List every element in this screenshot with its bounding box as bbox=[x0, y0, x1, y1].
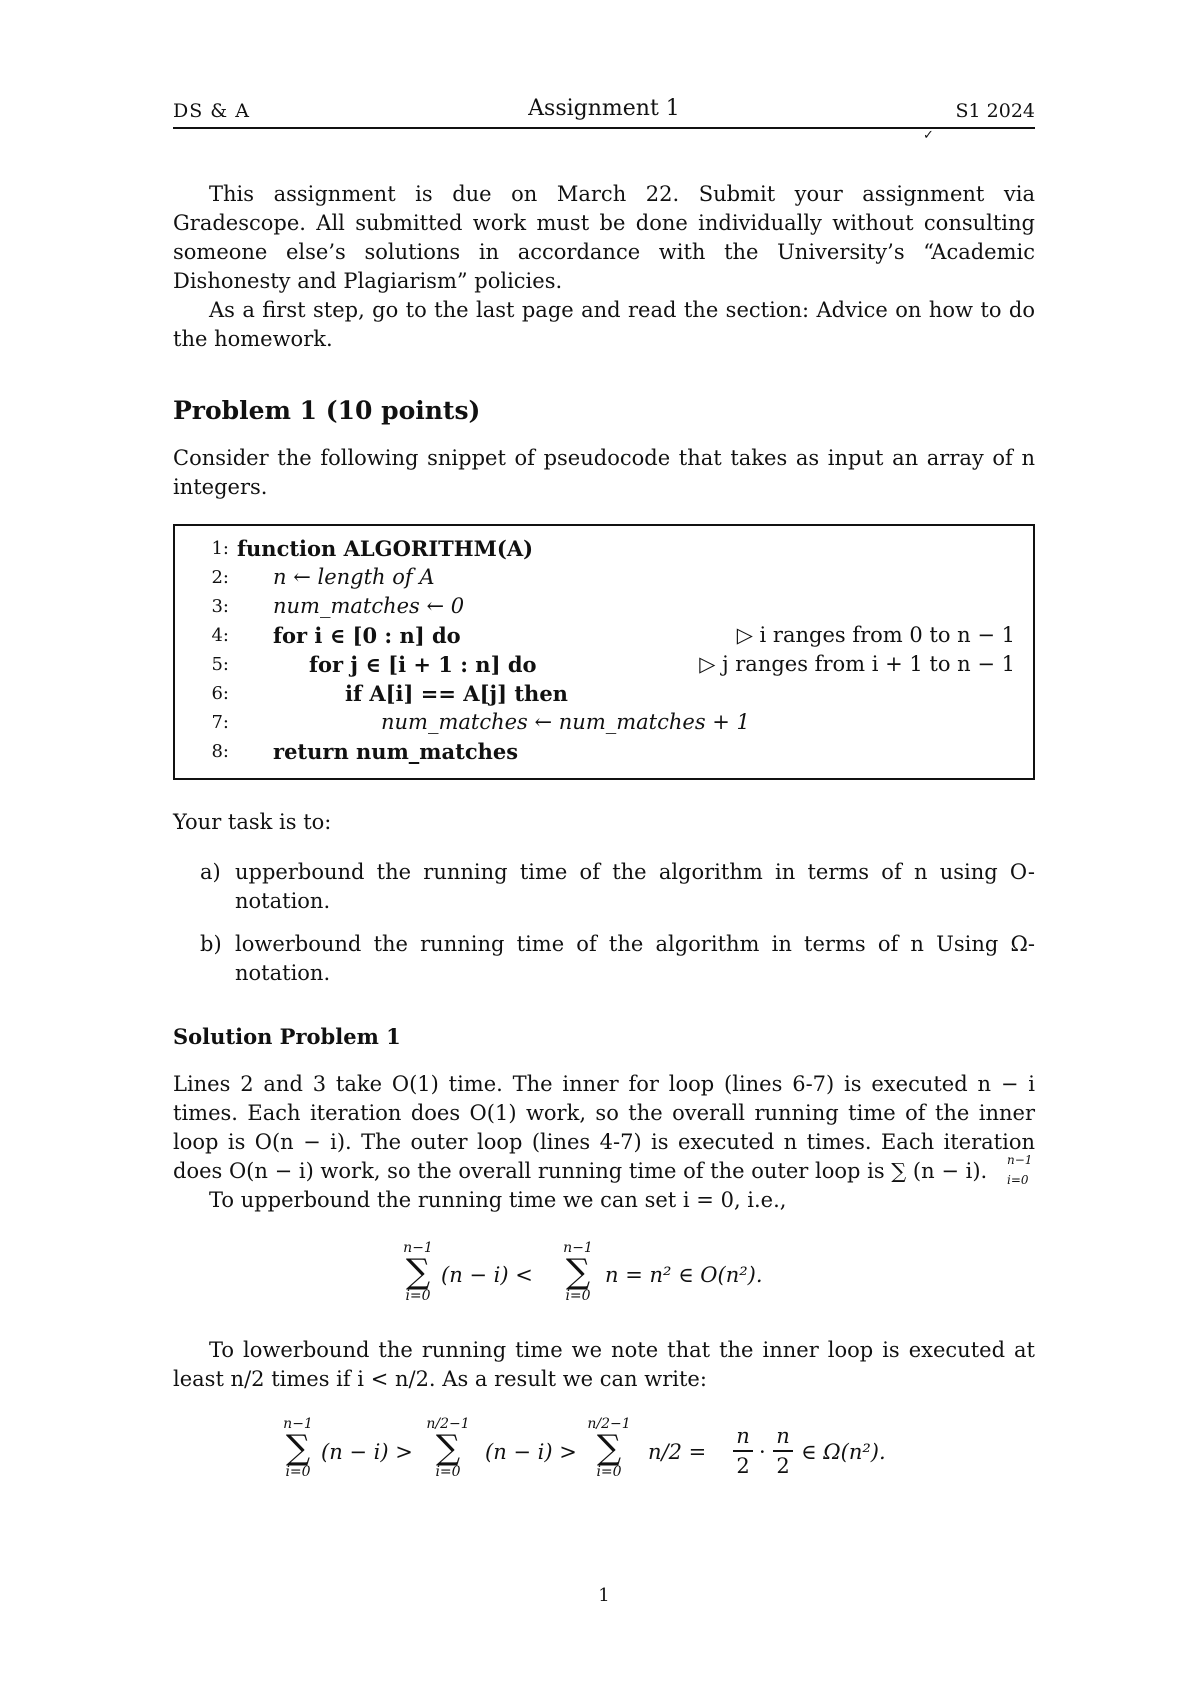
semester-label: S1 2024 bbox=[955, 100, 1035, 122]
sigma-icon: ∑ bbox=[435, 1428, 461, 1468]
code-line: 5: for j ∈ [i + 1 : n] do ▷ j ranges from i + 1 to n − 1 bbox=[211, 652, 1015, 677]
check-mark-icon: ✓ bbox=[923, 128, 934, 143]
task-intro: Your task is to: bbox=[173, 810, 332, 834]
pseudocode-box bbox=[173, 524, 1035, 780]
task-item: b) lowerbound the running time of the algorithm in terms of n Using Ω-notation. bbox=[200, 932, 1035, 985]
solution-paragraph: Lines 2 and 3 take O(1) time. The inner for loop (lines 6-7) is executed n − i times. Each iteration does O(1) work, so the overall running time of the inner loop is O(n − i). The outer loop (lines 4-7) is executed n times. Each iteration does O(n − i) work, so the overall running time of the outer loop is ∑ (n − i). bbox=[173, 1072, 1035, 1183]
problem-description: Consider the following snippet of pseudocode that takes as input an array of n integers. bbox=[173, 446, 1035, 499]
code-line: 6: if A[i] == A[j] then bbox=[211, 681, 568, 706]
course-name: DS & A bbox=[173, 100, 250, 122]
sigma-icon: ∑ bbox=[285, 1428, 311, 1468]
inline-sum-upper: n−1 bbox=[1007, 1153, 1033, 1167]
task-item: a) upperbound the running time of the algorithm in terms of n using O-notation. bbox=[200, 860, 1035, 913]
sigma-icon: ∑ bbox=[405, 1252, 431, 1292]
page-number: 1 bbox=[598, 1585, 610, 1606]
summation-1: n−1 ∑ i=0 bbox=[393, 1241, 443, 1303]
sigma-icon: ∑ bbox=[596, 1428, 622, 1468]
code-line: 2: n ← length of A bbox=[211, 565, 435, 589]
code-line: 1: function ALGORITHM(A) bbox=[211, 536, 534, 561]
page-header bbox=[173, 96, 1035, 143]
fraction-2: n 2 bbox=[773, 1424, 793, 1478]
code-line: 4: for i ∈ [0 : n] do ▷ i ranges from 0 to n − 1 bbox=[211, 623, 1015, 648]
document-page: DS & A Assignment 1 S1 2024 ✓ This assignment is due on March 22. Submit your assignment via Gradescope. All submitted work must be done individually without consulting someone else’s solutions in accordance with the University’s “Academic Dishonesty and Plagiarism” policies. As a first step, go to the last page and read the section: Advice on how to do the homework. Problem 1 (10 points) Consider the following snippet of pseudocode that takes as input an array of n integers. 1: function ALGORITHM(A) 2: n ← length of A 3: num_matches ← 0 4: for i ∈ [0 : n] do ▷ i ranges from 0 to n − 1 5: for j ∈ [i + 1 : n] do ▷ j ranges from i + 1 to n − 1 6: if A[i] == A[j] then 7: num_matches ← num_matches + 1 8: return num_matches Your task is to: a) upperbound the running time of the algorithm in terms of n using O-notation. b) lowerbound the running time of the algorithm in terms of n Using Ω-notation. Solution Problem 1 Lines 2 and 3 take O(1) time. The inner for loop (lines 6-7) is executed n − i times. Each iteration does O(1) work, so the overall running time of the inner loop is O(n − i). The outer loop (lines 4-7) is executed n times. Each iteration does O(n − i) work, so the overall running time of the outer loop is ∑ (n − i). n−1 i=0 To upperbound the running time we can set i = 0, i.e., n−1 ∑ i=0 (n − i) < n−1 ∑ i=0 n = n² ∈ O(n²). To lowerbound the running time we note that the inner loop is executed at least n/2 times if i < n/2. As a result we can write: n−1 ∑ i=0 (n − i) > n/2−1 ∑ i=0 (n − i) > n/2−1 ∑ i=0 n/2 = n 2 · n 2 ∈ Ω(n²). 1 bbox=[173, 96, 1035, 1606]
inline-sum-lower: i=0 bbox=[1007, 1173, 1029, 1187]
summation-3: n/2−1 ∑ i=0 bbox=[579, 1417, 639, 1479]
code-line: 3: num_matches ← 0 bbox=[211, 594, 465, 618]
summation-2: n−1 ∑ i=0 bbox=[553, 1241, 603, 1303]
code-comment: ▷ j ranges from i + 1 to n − 1 bbox=[699, 652, 1015, 676]
intro-advice: As a first step, go to the last page and read the section: Advice on how to do the homework. bbox=[173, 298, 1035, 351]
fraction-1: n 2 bbox=[733, 1424, 753, 1478]
code-line: 8: return num_matches bbox=[211, 739, 519, 764]
upperbound-paragraph: To upperbound the running time we can set i = 0, i.e., bbox=[209, 1188, 787, 1212]
solution-title: Solution Problem 1 bbox=[173, 1024, 401, 1049]
summation-2: n/2−1 ∑ i=0 bbox=[418, 1417, 478, 1479]
problem-title: Problem 1 (10 points) bbox=[173, 396, 481, 425]
code-comment: ▷ i ranges from 0 to n − 1 bbox=[736, 623, 1015, 647]
header-rule bbox=[173, 127, 1035, 129]
code-line: 7: num_matches ← num_matches + 1 bbox=[211, 710, 750, 734]
sigma-icon: ∑ bbox=[565, 1252, 591, 1292]
assignment-title: Assignment 1 bbox=[528, 96, 680, 121]
intro-paragraph: This assignment is due on March 22. Submit your assignment via Gradescope. All submitted work must be done individually without consulting someone else’s solutions in accordance with the University’s “Academic Dishonesty and Plagiarism” policies. bbox=[173, 182, 1035, 293]
summation-1: n−1 ∑ i=0 bbox=[273, 1417, 323, 1479]
lowerbound-paragraph: To lowerbound the running time we note that the inner loop is executed at least n/2 times if i < n/2. As a result we can write: bbox=[173, 1338, 1035, 1391]
